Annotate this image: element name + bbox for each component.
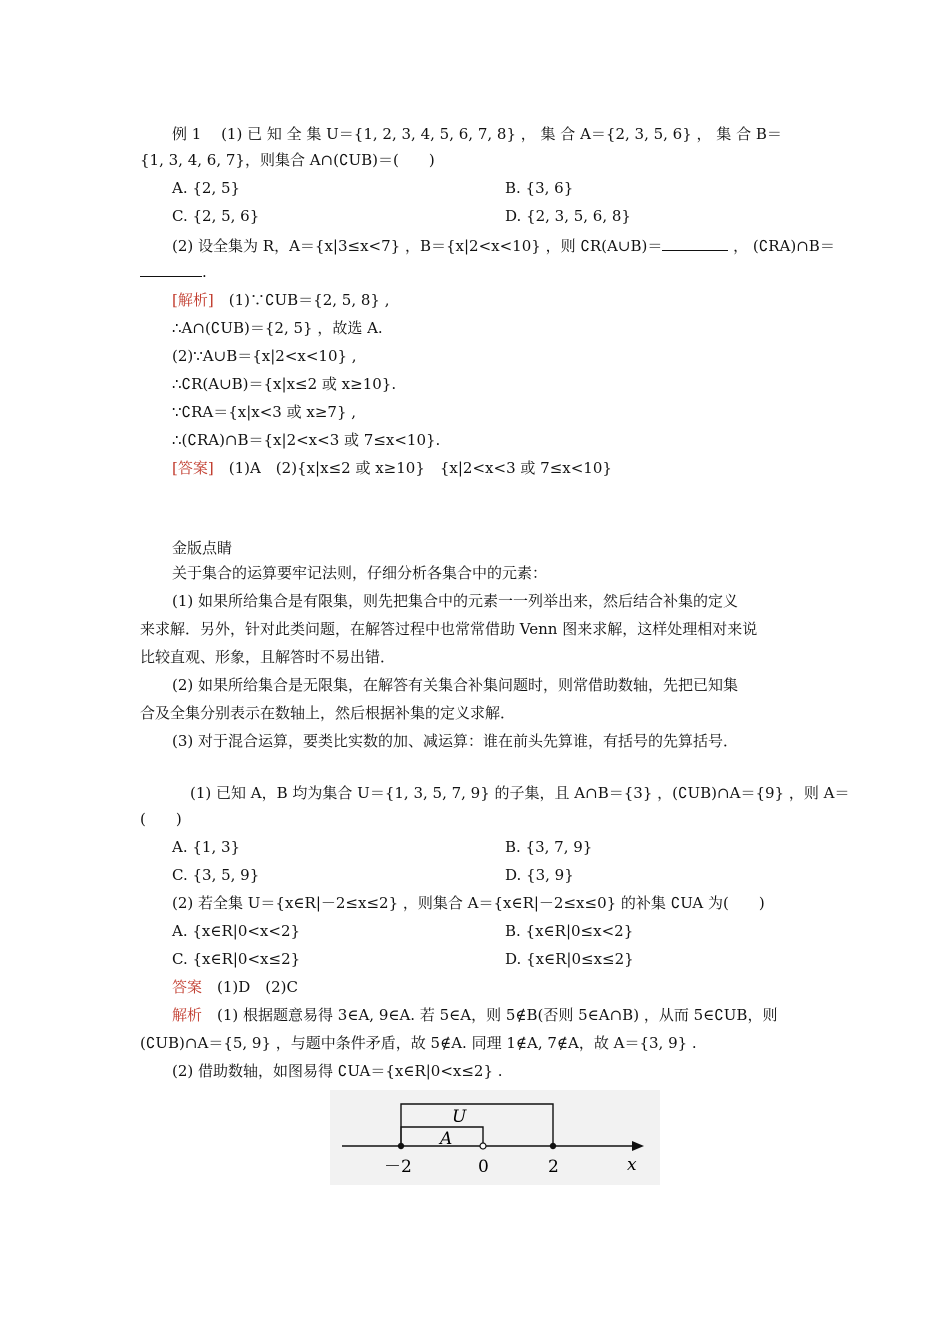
answer1 bbox=[172, 458, 612, 478]
answer1-text: (1)A (2){x|x≤2 或 x≥10} {x|2<x<3 或 7≤x<10} bbox=[213, 459, 612, 477]
practice-q2: (2) 若全集 U＝{x∈R|－2≤x≤2} ，则集合 A＝{x∈R|－2≤x≤0} 的补集 ∁UA 为( ) bbox=[172, 894, 765, 912]
practice-q2-option-b: B. {x∈R|0≤x<2} bbox=[505, 922, 634, 940]
practice-q1-option-c: C. {3, 5, 9} bbox=[172, 866, 260, 884]
tips-p1-line2: 来求解．另外，针对此类问题，在解答过程中也常常借助 Venn 图来求解，这样处理相对来说 bbox=[140, 620, 758, 638]
solution-step4: ∴∁R(A∪B)＝{x|x≤2 或 x≥10}. bbox=[172, 375, 397, 393]
part2-question-mid: ， (∁RA)∩B＝ bbox=[728, 237, 835, 255]
practice-explanation-line3: (2) 借助数轴，如图易得 ∁UA＝{x∈R|0<x≤2} . bbox=[172, 1062, 503, 1080]
answer1-label: [答案] bbox=[172, 459, 214, 477]
practice-explanation-line1 bbox=[172, 1005, 777, 1025]
solution-step6: ∴(∁RA)∩B＝{x|2<x<3 或 7≤x<10}. bbox=[172, 431, 441, 449]
tick-neg2: －2 bbox=[384, 1157, 412, 1177]
practice-answer-label: 答案 bbox=[172, 978, 203, 996]
tick-0: 0 bbox=[478, 1157, 489, 1177]
answer-blank-1 bbox=[662, 236, 728, 251]
example1-line1: 例 1 (1) 已 知 全 集 U＝{1, 2, 3, 4, 5, 6, 7, 8} ， 集 合 A＝{2, 3, 5, 6} ， 集 合 B＝ bbox=[172, 125, 782, 143]
practice-q2-option-a: A. {x∈R|0<x<2} bbox=[172, 922, 301, 940]
practice-answer-text: (1)D (2)C bbox=[202, 978, 299, 996]
practice-explanation-text1: (1) 根据题意易得 3∈A, 9∈A. 若 5∈A，则 5∉B(否则 5∈A∩B) ，从而 5∈∁UB，则 bbox=[202, 1006, 778, 1024]
tips-p3: (3) 对于混合运算，要类比实数的加、减运算：谁在前头先算谁，有括号的先算括号． bbox=[172, 732, 739, 750]
solution-step5: ∵∁RA＝{x|x<3 或 x≥7} , bbox=[172, 403, 357, 421]
tips-p1-line1: (1) 如果所给集合是有限集，则先把集合中的元素一一列举出来，然后结合补集的定义 bbox=[172, 592, 739, 610]
example1-part2 bbox=[172, 236, 835, 256]
example1-part2-end bbox=[140, 262, 207, 282]
tips-intro: 关于集合的运算要牢记法则，仔细分析各集合中的元素： bbox=[172, 564, 548, 582]
tips-p1-line3: 比较直观、形象，且解答时不易出错． bbox=[140, 648, 396, 666]
part2-question: (2) 设全集为 R，A＝{x|3≤x<7} ，B＝{x|2<x<10} ，则 ∁R(A∪B)＝ bbox=[172, 237, 663, 255]
practice-q1-line1: (1) 已知 A，B 均为集合 U＝{1, 3, 5, 7, 9} 的子集，且 A∩B＝{3} ，(∁UB)∩A＝{9} ，则 A＝ bbox=[190, 784, 850, 802]
tips-title: 金版点睛 bbox=[172, 539, 233, 557]
practice-answer bbox=[172, 977, 298, 997]
practice-q1-option-a: A. {1, 3} bbox=[172, 838, 241, 856]
practice-explanation-label: 解析 bbox=[172, 1006, 203, 1024]
solution-label: [解析] bbox=[172, 291, 214, 309]
practice-q1-line2: ( ) bbox=[140, 810, 182, 828]
solution-line1 bbox=[172, 290, 390, 310]
example1-option-b: B. {3, 6} bbox=[505, 179, 574, 197]
practice-q1-option-d: D. {3, 9} bbox=[505, 866, 574, 884]
practice-q2-option-c: C. {x∈R|0<x≤2} bbox=[172, 950, 301, 968]
answer-blank-2 bbox=[140, 262, 202, 277]
axis-x-label: x bbox=[627, 1155, 637, 1175]
label-u: U bbox=[452, 1107, 467, 1127]
part2-period: . bbox=[202, 263, 207, 281]
tips-p2-line1: (2) 如果所给集合是无限集，在解答有关集合补集问题时，则常借助数轴，先把已知集 bbox=[172, 676, 739, 694]
solution-step3: (2)∵A∪B＝{x|2<x<10} , bbox=[172, 347, 357, 365]
point-2 bbox=[550, 1143, 556, 1149]
label-a: A bbox=[440, 1129, 453, 1149]
point-neg2 bbox=[398, 1143, 404, 1149]
point-0 bbox=[480, 1143, 486, 1149]
solution-step1: (1)∵∁UB＝{2, 5, 8} , bbox=[213, 291, 390, 309]
practice-q2-option-d: D. {x∈R|0≤x≤2} bbox=[505, 950, 634, 968]
example1-line2: {1, 3, 4, 6, 7}，则集合 A∩(∁UB)＝( ) bbox=[140, 151, 435, 169]
tick-2: 2 bbox=[548, 1157, 559, 1177]
tips-p2-line2: 合及全集分别表示在数轴上，然后根据补集的定义求解． bbox=[140, 704, 516, 722]
solution-step2: ∴A∩(∁UB)＝{2, 5} ，故选 A. bbox=[172, 319, 383, 337]
number-line-figure bbox=[330, 1090, 660, 1185]
example1-option-c: C. {2, 5, 6} bbox=[172, 207, 260, 225]
example1-option-d: D. {2, 3, 5, 6, 8} bbox=[505, 207, 631, 225]
example1-option-a: A. {2, 5} bbox=[172, 179, 241, 197]
practice-explanation-line2: (∁UB)∩A＝{5, 9} ，与题中条件矛盾，故 5∉A. 同理 1∉A, 7∉A，故 A＝{3, 9} . bbox=[140, 1034, 697, 1052]
practice-q1-option-b: B. {3, 7, 9} bbox=[505, 838, 593, 856]
